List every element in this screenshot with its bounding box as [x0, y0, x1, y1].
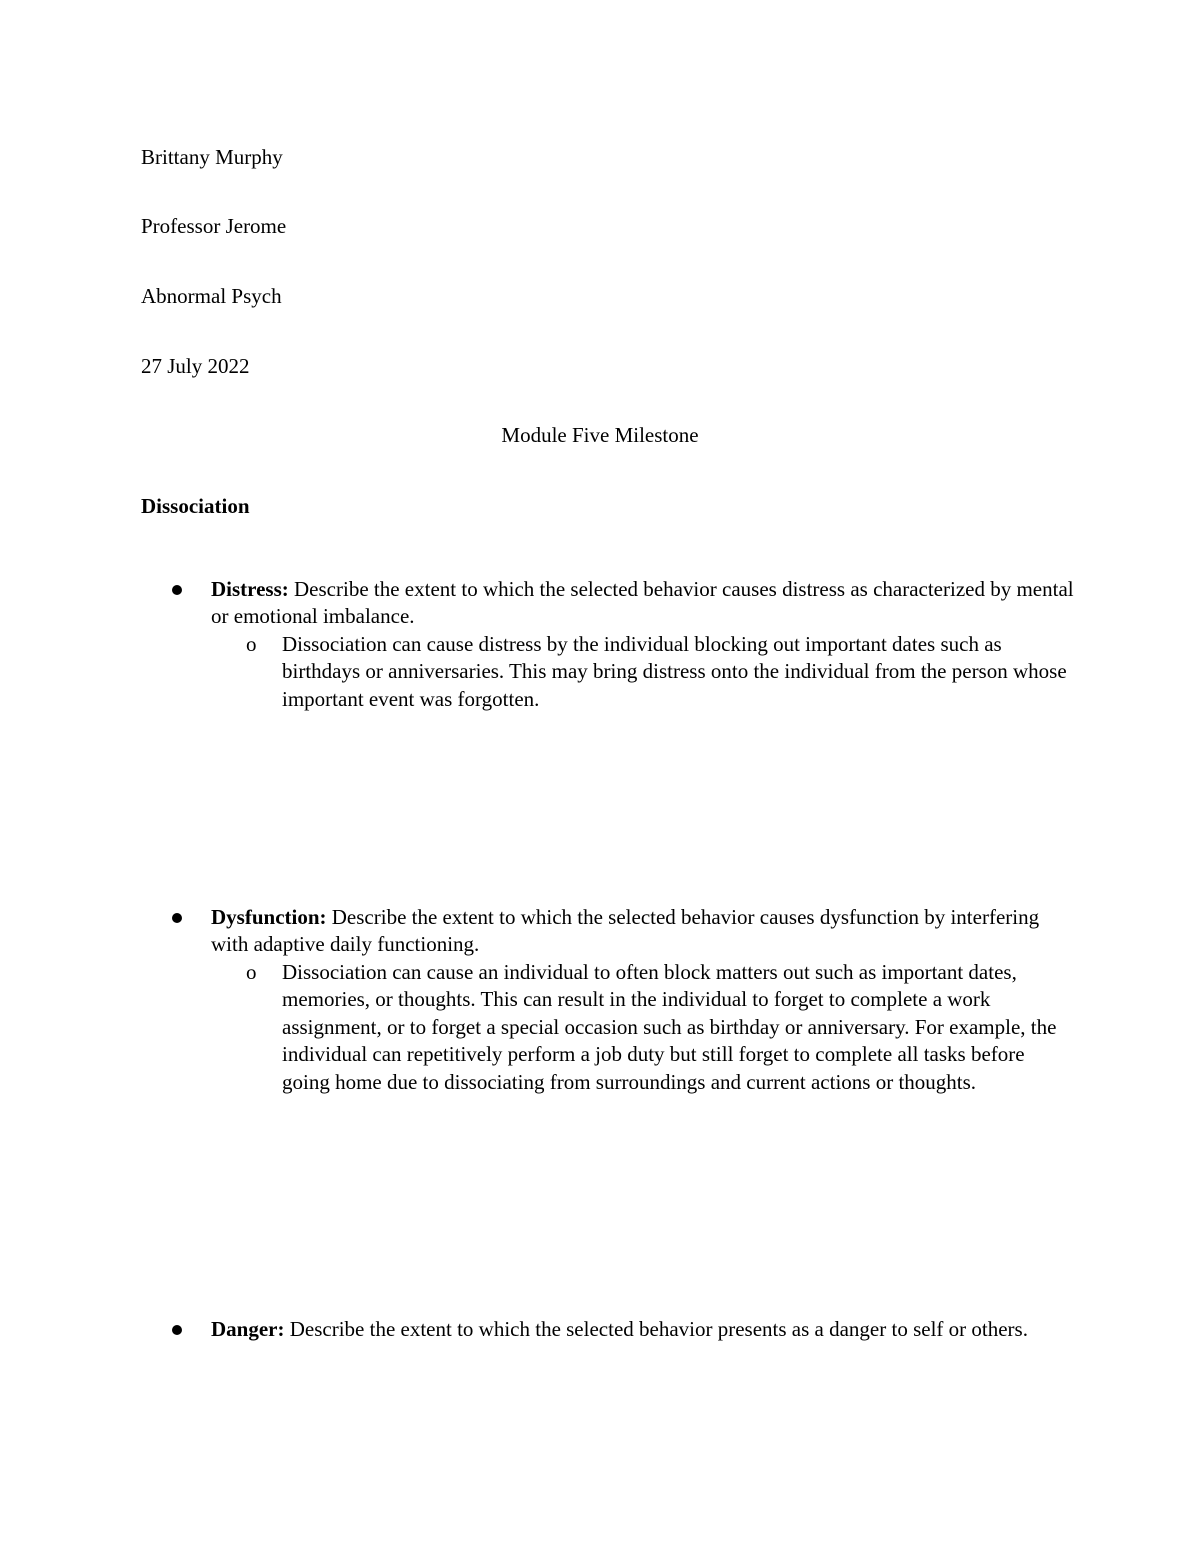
sub-bullet-icon: o: [246, 632, 257, 656]
list-item-danger: [211, 1316, 1081, 1343]
item-prompt: Describe the extent to which the selected behavior presents as a danger to self or others.: [284, 1317, 1028, 1341]
item-prompt: Describe the extent to which the selected behavior causes dysfunction by interfering with adaptive daily functioning.: [211, 905, 1040, 957]
course-name: Abnormal Psych: [141, 284, 282, 308]
bullet-icon: [172, 585, 182, 595]
item-prompt: Describe the extent to which the selected behavior causes distress as characterized by mental or emotional imbalance.: [211, 577, 1074, 629]
list-item-dysfunction: [211, 904, 1081, 959]
sub-bullet-icon: o: [246, 960, 257, 984]
document-date: 27 July 2022: [141, 354, 250, 378]
list-item-distress: [211, 576, 1081, 631]
item-term: Danger:: [211, 1317, 285, 1341]
section-heading: Dissociation: [141, 494, 250, 518]
item-term: Dysfunction:: [211, 905, 327, 929]
student-name: Brittany Murphy: [141, 145, 283, 169]
document-title: Module Five Milestone: [501, 423, 699, 447]
item-response: Dissociation can cause distress by the individual blocking out important dates such as birthdays or anniversaries. This may bring distress onto the individual from the person whose important event was forgotten.: [282, 632, 1067, 711]
item-term: Distress:: [211, 577, 289, 601]
bullet-icon: [172, 1325, 182, 1335]
professor-name: Professor Jerome: [141, 214, 287, 238]
item-response: Dissociation can cause an individual to often block matters out such as important dates, memories, or thoughts. This can result in the individual to forget to complete a work assignment, or to forget a special occasion such as birthday or anniversary. For example, the individual can repetitively perform a job duty but still forget to complete all tasks before going home due to dissociating from surroundings and current actions or thoughts.: [282, 960, 1057, 1094]
bullet-icon: [172, 913, 182, 923]
